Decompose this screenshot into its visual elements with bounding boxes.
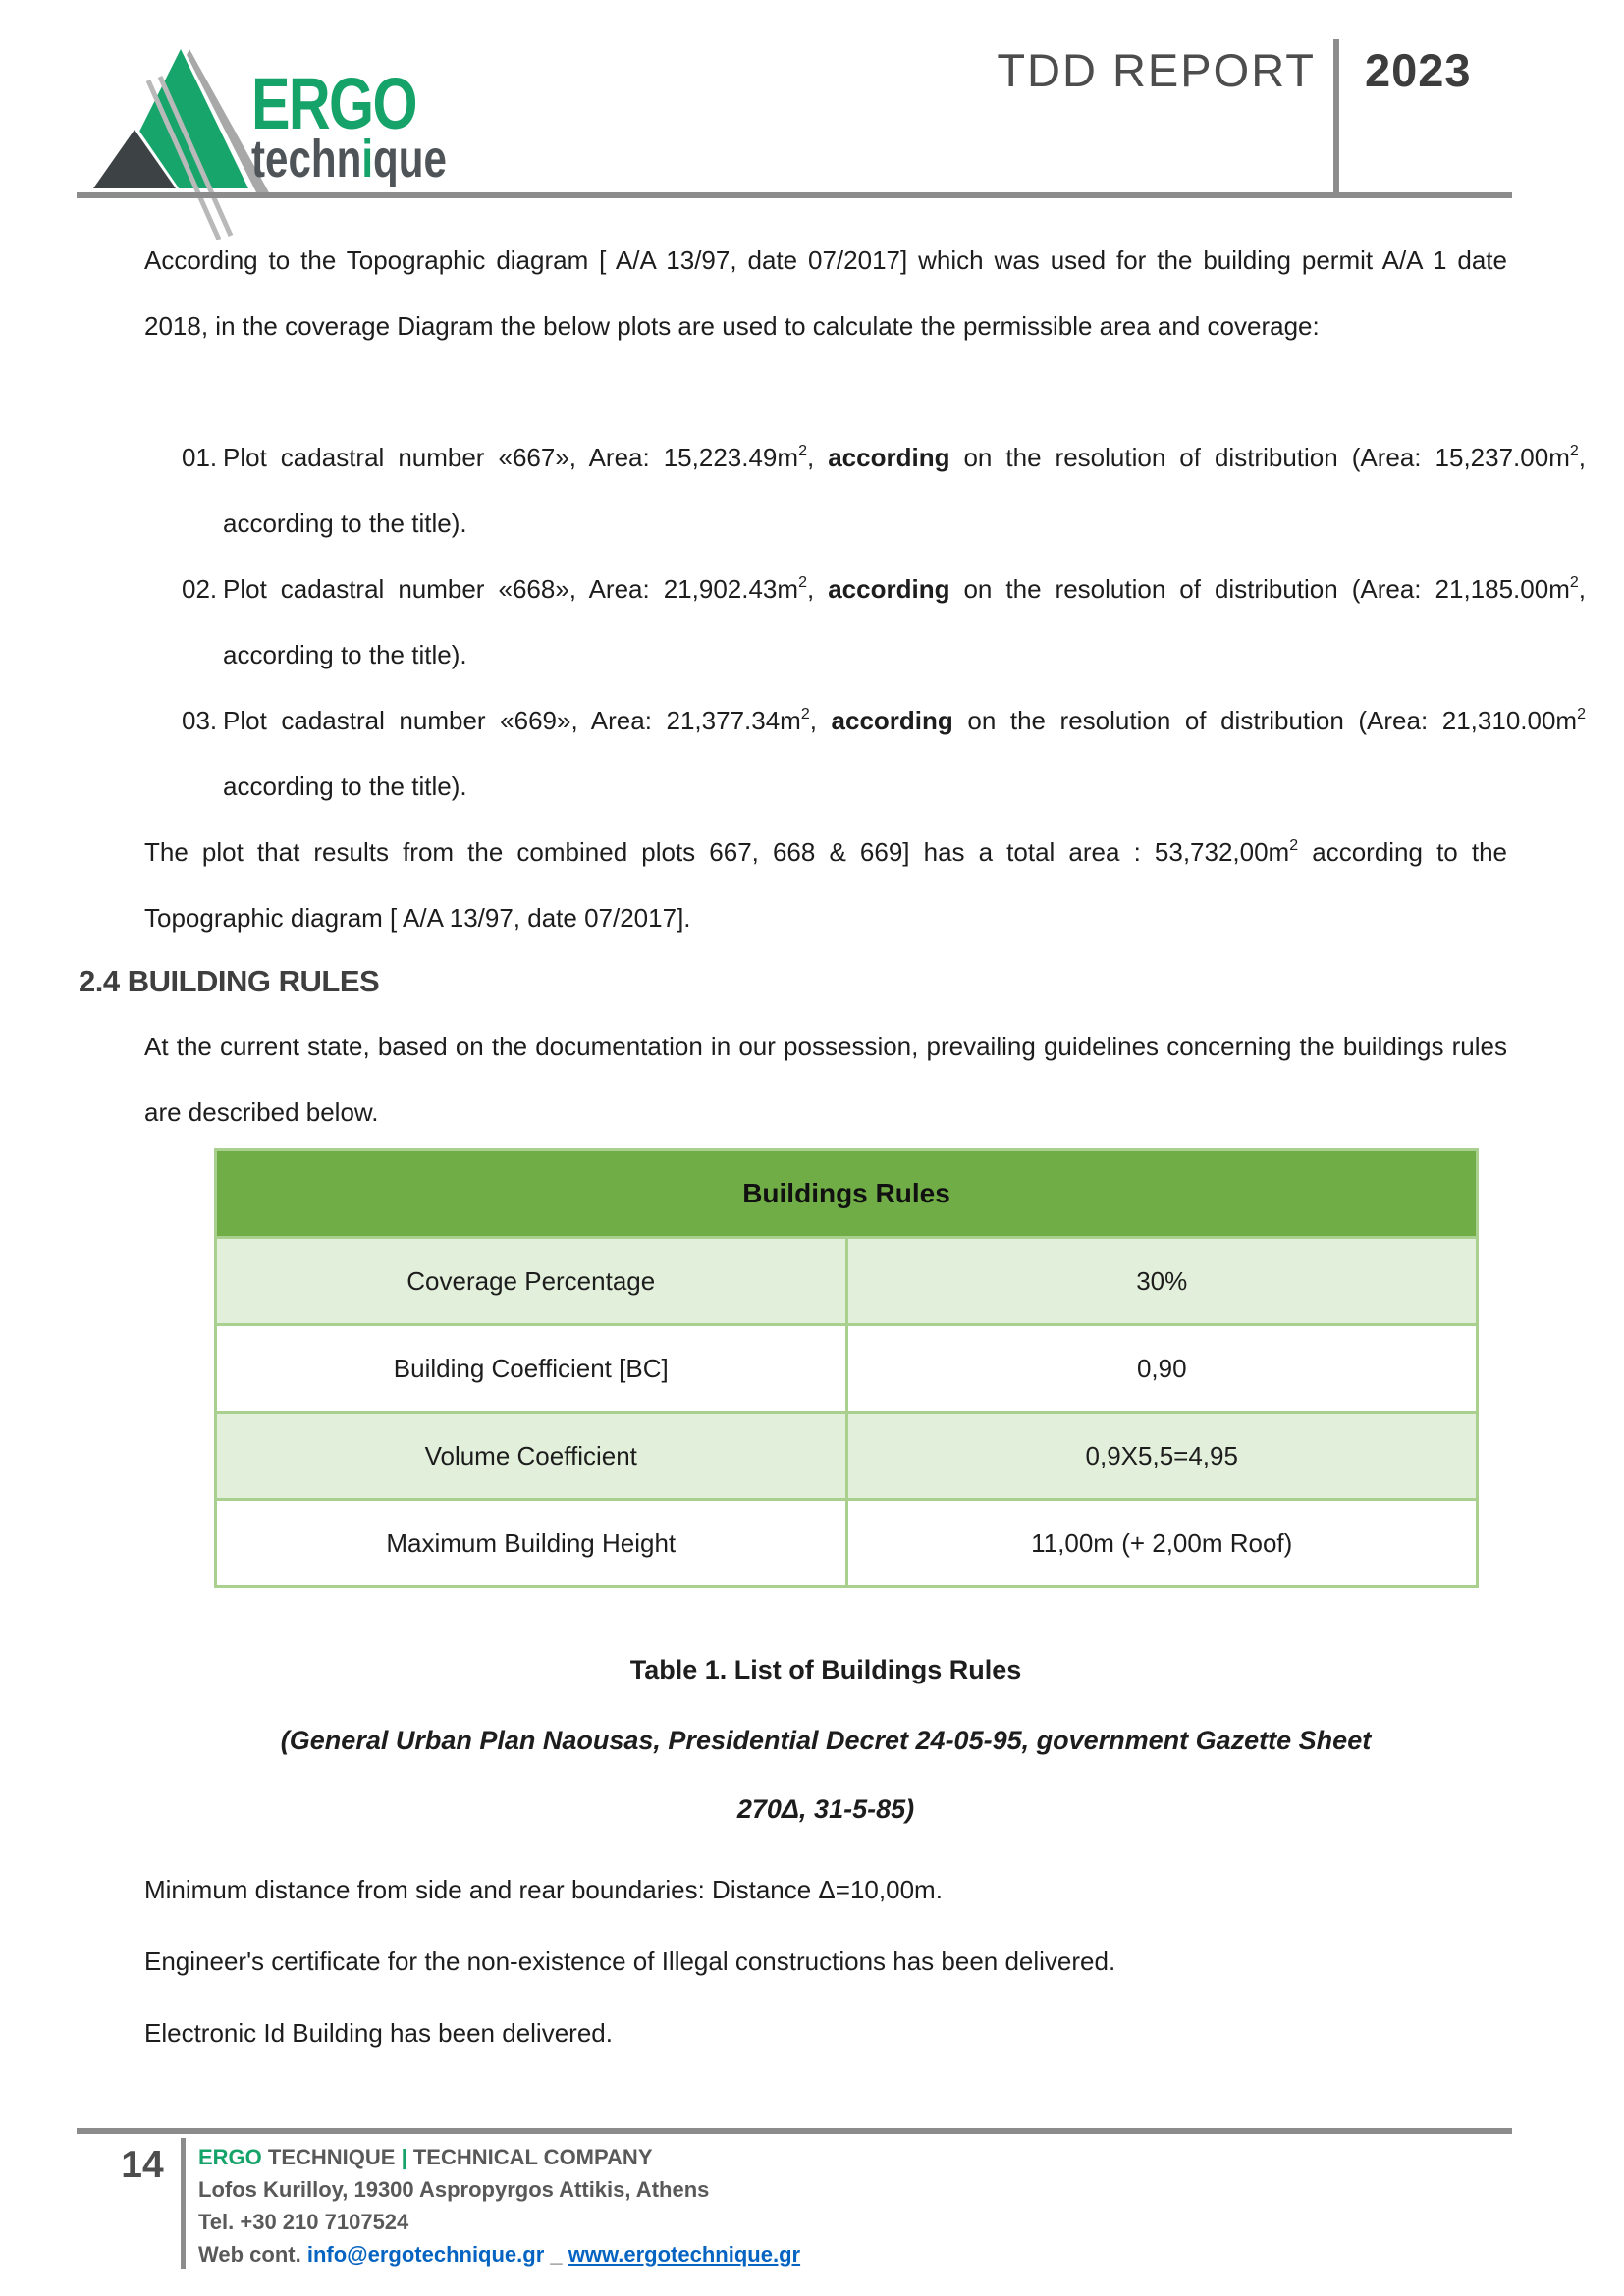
header-rule <box>77 192 1512 198</box>
page-number: 14 <box>121 2144 164 2186</box>
footer-phone: Tel. +30 210 7107524 <box>198 2210 409 2234</box>
logo-sub-text <box>251 130 447 188</box>
subcaption-line2: 270Δ, 31-5-85) <box>736 1794 915 1824</box>
note-electronic-id: Electronic Id Building has been delivered. <box>144 2018 613 2048</box>
header-divider-bar <box>1333 39 1339 198</box>
rule-value: 30% <box>846 1238 1478 1325</box>
buildings-rules-table <box>214 1148 1479 1588</box>
footer-company-line <box>198 2141 1082 2173</box>
table-row <box>216 1500 1478 1587</box>
logo-sub-pre: techn <box>251 130 362 188</box>
list-number: 02. <box>182 574 218 604</box>
note-engineer-certificate: Engineer's certificate for the non-existence of Illegal constructions has been delivered. <box>144 1947 1116 1976</box>
footer-email-link[interactable]: info@ergotechnique.gr <box>306 2242 545 2267</box>
plot-text: on the resolution of distribution (Area: 21,185.00m <box>949 574 1570 604</box>
table-row <box>216 1238 1478 1325</box>
table-row <box>216 1325 1478 1413</box>
footer-company-mid: TECHNIQUE <box>261 2145 402 2169</box>
plot-list-item <box>144 557 1586 688</box>
logo-sub-post: que <box>373 130 447 188</box>
table-row <box>216 1413 1478 1500</box>
footer-divider-bar <box>181 2138 186 2269</box>
superscript: 2 <box>1569 574 1579 591</box>
superscript: 2 <box>1289 837 1299 854</box>
superscript: 2 <box>1577 706 1586 722</box>
plot-text: , <box>806 574 829 604</box>
footer-website-link[interactable]: www.ergotechnique.gr <box>568 2242 801 2267</box>
subcaption-line1: (General Urban Plan Naousas, Presidential Decret 24-05-95, government Gazette Sheet <box>280 1726 1372 1755</box>
superscript: 2 <box>798 574 807 591</box>
plot-text-bold: according <box>828 443 950 472</box>
plot-text: Plot cadastral number «667», Area: 15,223.49m <box>223 443 799 472</box>
plot-text: , according to the title). <box>223 443 1586 538</box>
table-header-row <box>216 1150 1478 1238</box>
footer-company-info <box>198 2141 1082 2270</box>
section-intro-paragraph: At the current state, based on the documentation in our possession, prevailing guidelines concerning the buildings rules are described below. <box>144 1032 1507 1127</box>
plot-text: , according to the title). <box>223 574 1586 669</box>
plot-text-bold: according <box>831 706 953 735</box>
rule-value: 0,9X5,5=4,95 <box>846 1413 1478 1500</box>
table-title: Buildings Rules <box>216 1150 1478 1238</box>
rule-value: 0,90 <box>846 1325 1478 1413</box>
list-number: 03. <box>182 706 218 735</box>
footer-brand: ERGO <box>198 2145 262 2169</box>
superscript: 2 <box>1569 443 1579 459</box>
intro-paragraph: According to the Topographic diagram [ A/A 13/97, date 07/2017] which was used for the building permit A/A 1 date 2018, in the coverage Diagram the below plots are used to calculate the permissible area and coverage: <box>144 245 1507 341</box>
footer-link-separator: _ <box>544 2242 568 2267</box>
rule-label: Coverage Percentage <box>216 1238 847 1325</box>
note-min-distance: Minimum distance from side and rear boundaries: Distance Δ=10,00m. <box>144 1875 943 1904</box>
footer-rule <box>77 2128 1512 2134</box>
footer-company-separator: | <box>401 2145 407 2169</box>
rule-label: Building Coefficient [BC] <box>216 1325 847 1413</box>
rule-label: Maximum Building Height <box>216 1500 847 1587</box>
footer-address: Lofos Kurilloy, 19300 Aspropyrgos Attikis, Athens <box>198 2177 710 2202</box>
superscript: 2 <box>800 706 810 722</box>
section-heading: 2.4 BUILDING RULES <box>79 964 380 998</box>
table-subcaption <box>144 1706 1507 1843</box>
plot-text: according to the title). <box>223 772 467 801</box>
report-title: TDD REPORT <box>997 44 1316 96</box>
plot-text-bold: according <box>828 574 950 604</box>
total-area-paragraph <box>144 820 1507 951</box>
footer-web-label: Web cont. <box>198 2242 307 2267</box>
plot-list-item <box>144 688 1586 820</box>
plot-text: , <box>806 443 829 472</box>
plot-text: , <box>809 706 832 735</box>
plot-text: Plot cadastral number «669», Area: 21,377.34m <box>223 706 801 735</box>
report-year: 2023 <box>1365 44 1472 96</box>
total-text: according to the Topographic diagram [ A/A 13/97, date 07/2017]. <box>144 837 1508 933</box>
total-text: The plot that results from the combined plots 667, 668 & 669] has a total area : 53,732,00m <box>144 837 1290 867</box>
logo-sub-i: i <box>361 130 374 188</box>
plot-text: on the resolution of distribution (Area: 21,310.00m <box>952 706 1578 735</box>
logo-brand-text: ERGO <box>251 63 416 144</box>
table-caption: Table 1. List of Buildings Rules <box>629 1655 1022 1684</box>
plot-list-item <box>144 425 1586 557</box>
rule-label: Volume Coefficient <box>216 1413 847 1500</box>
footer-web-line <box>198 2238 1082 2270</box>
footer-company-tail: TECHNICAL COMPANY <box>406 2145 653 2169</box>
rule-value: 11,00m (+ 2,00m Roof) <box>846 1500 1478 1587</box>
plot-text: on the resolution of distribution (Area: 15,237.00m <box>949 443 1570 472</box>
list-number: 01. <box>182 443 218 472</box>
plot-text: Plot cadastral number «668», Area: 21,902.43m <box>223 574 799 604</box>
superscript: 2 <box>798 443 807 459</box>
